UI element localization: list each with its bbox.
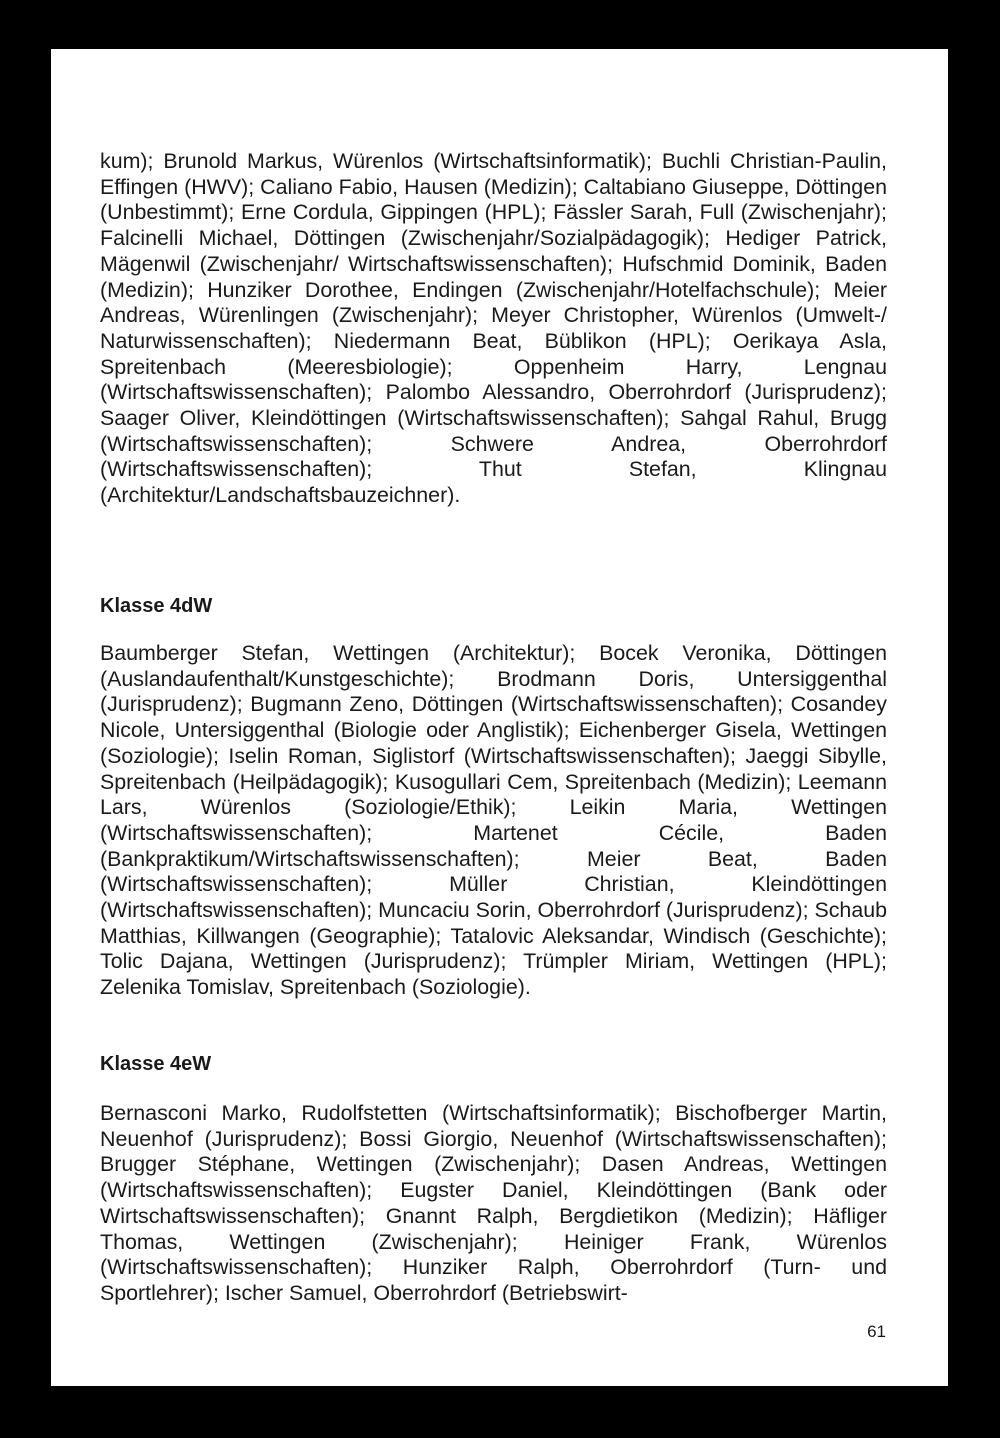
- paragraph-klasse-4ew: Bernasconi Marko, Rudolfstetten (Wirtschaftsinformatik); Bischofberger Martin, Neuenhof (Jurisprudenz); Bossi Giorgio, Neuenhof (Wirtschaftswissenschaften); Brugger Stéphane, Wettingen (Zwischenjahr); Dasen Andreas, Wettingen (Wirtschaftswissenschaften); Eugster Daniel, Kleindöttingen (Bank oder Wirtschaftswissenschaften); Gnannt Ralph, Bergdietikon (Medizin); Häfliger Thomas, Wettingen (Zwischenjahr); Heiniger Frank, Würenlos (Wirtschaftswissenschaften); Hunziker Ralph, Oberrohrdorf (Turn- und Sportlehrer); Ischer Samuel, Oberrohrdorf (Betriebswirt-: [100, 1101, 887, 1305]
- heading-klasse-4dw: Klasse 4dW: [100, 595, 213, 617]
- heading-klasse-4ew: Klasse 4eW: [100, 1053, 212, 1075]
- paragraph-klasse-4dw: Baumberger Stefan, Wettingen (Architektur); Bocek Veronika, Döttingen (Auslandaufenthalt/Kunstgeschichte); Brodmann Doris, Untersiggenthal (Jurisprudenz); Bugmann Zeno, Döttingen (Wirtschaftswissenschaften); Cosandey Nicole, Untersiggenthal (Biologie oder Anglistik); Eichenberger Gisela, Wettingen (Soziologie); Iselin Roman, Siglistorf (Wirtschaftswissenschaften); Jaeggi Sibylle, Spreitenbach (Heilpädagogik); Kusogullari Cem, Spreitenbach (Medizin); Leemann Lars, Würenlos (Soziologie/Ethik); Leikin Maria, Wettingen (Wirtschaftswissenschaften); Martenet Cécile, Baden (Bankpraktikum/Wirtschaftswissenschaften); Meier Beat, Baden (Wirtschaftswissenschaften); Müller Christian, Kleindöttingen (Wirtschaftswissenschaften); Muncaciu Sorin, Oberrohrdorf (Jurisprudenz); Schaub Matthias, Killwangen (Geographie); Tatalovic Aleksandar, Windisch (Geschichte); Tolic Dajana, Wettingen (Jurisprudenz); Trümpler Miriam, Wettingen (HPL); Zelenika Tomislav, Spreitenbach (Soziologie).: [100, 641, 888, 1000]
- page-number: 61: [867, 1322, 886, 1341]
- paragraph-intro: kum); Brunold Markus, Würenlos (Wirtschaftsinformatik); Buchli Christian-Paulin, Effingen (HWV); Caliano Fabio, Hausen (Medizin); Caltabiano Giuseppe, Döttingen (Unbestimmt); Erne Cordula, Gippingen (HPL); Fässler Sarah, Full (Zwischenjahr); Falcinelli Michael, Döttingen (Zwischenjahr/Sozialpädagogik); Hediger Patrick, Mägenwil (Zwischenjahr/ Wirtschaftswissenschaften); Hufschmid Dominik, Baden (Medizin); Hunziker Dorothee, Endingen (Zwischenjahr/Hotelfachschule); Meier Andreas, Würenlingen (Zwischenjahr); Meyer Christopher, Würenlos (Umwelt-/ Naturwissenschaften); Niedermann Beat, Büblikon (HPL); Oerikaya Asla, Spreitenbach (Meeresbiologie); Oppenheim Harry, Lengnau (Wirtschaftswissenschaften); Palombo Alessandro, Oberrohrdorf (Jurisprudenz); Saager Oliver, Kleindöttingen (Wirtschaftswissenschaften); Sahgal Rahul, Brugg (Wirtschaftswissenschaften); Schwere Andrea, Oberrohrdorf (Wirtschaftswissenschaften); Thut Stefan, Klingnau (Architektur/Landschaftsbauzeichner).: [100, 149, 887, 508]
- document-page: [51, 49, 948, 1386]
